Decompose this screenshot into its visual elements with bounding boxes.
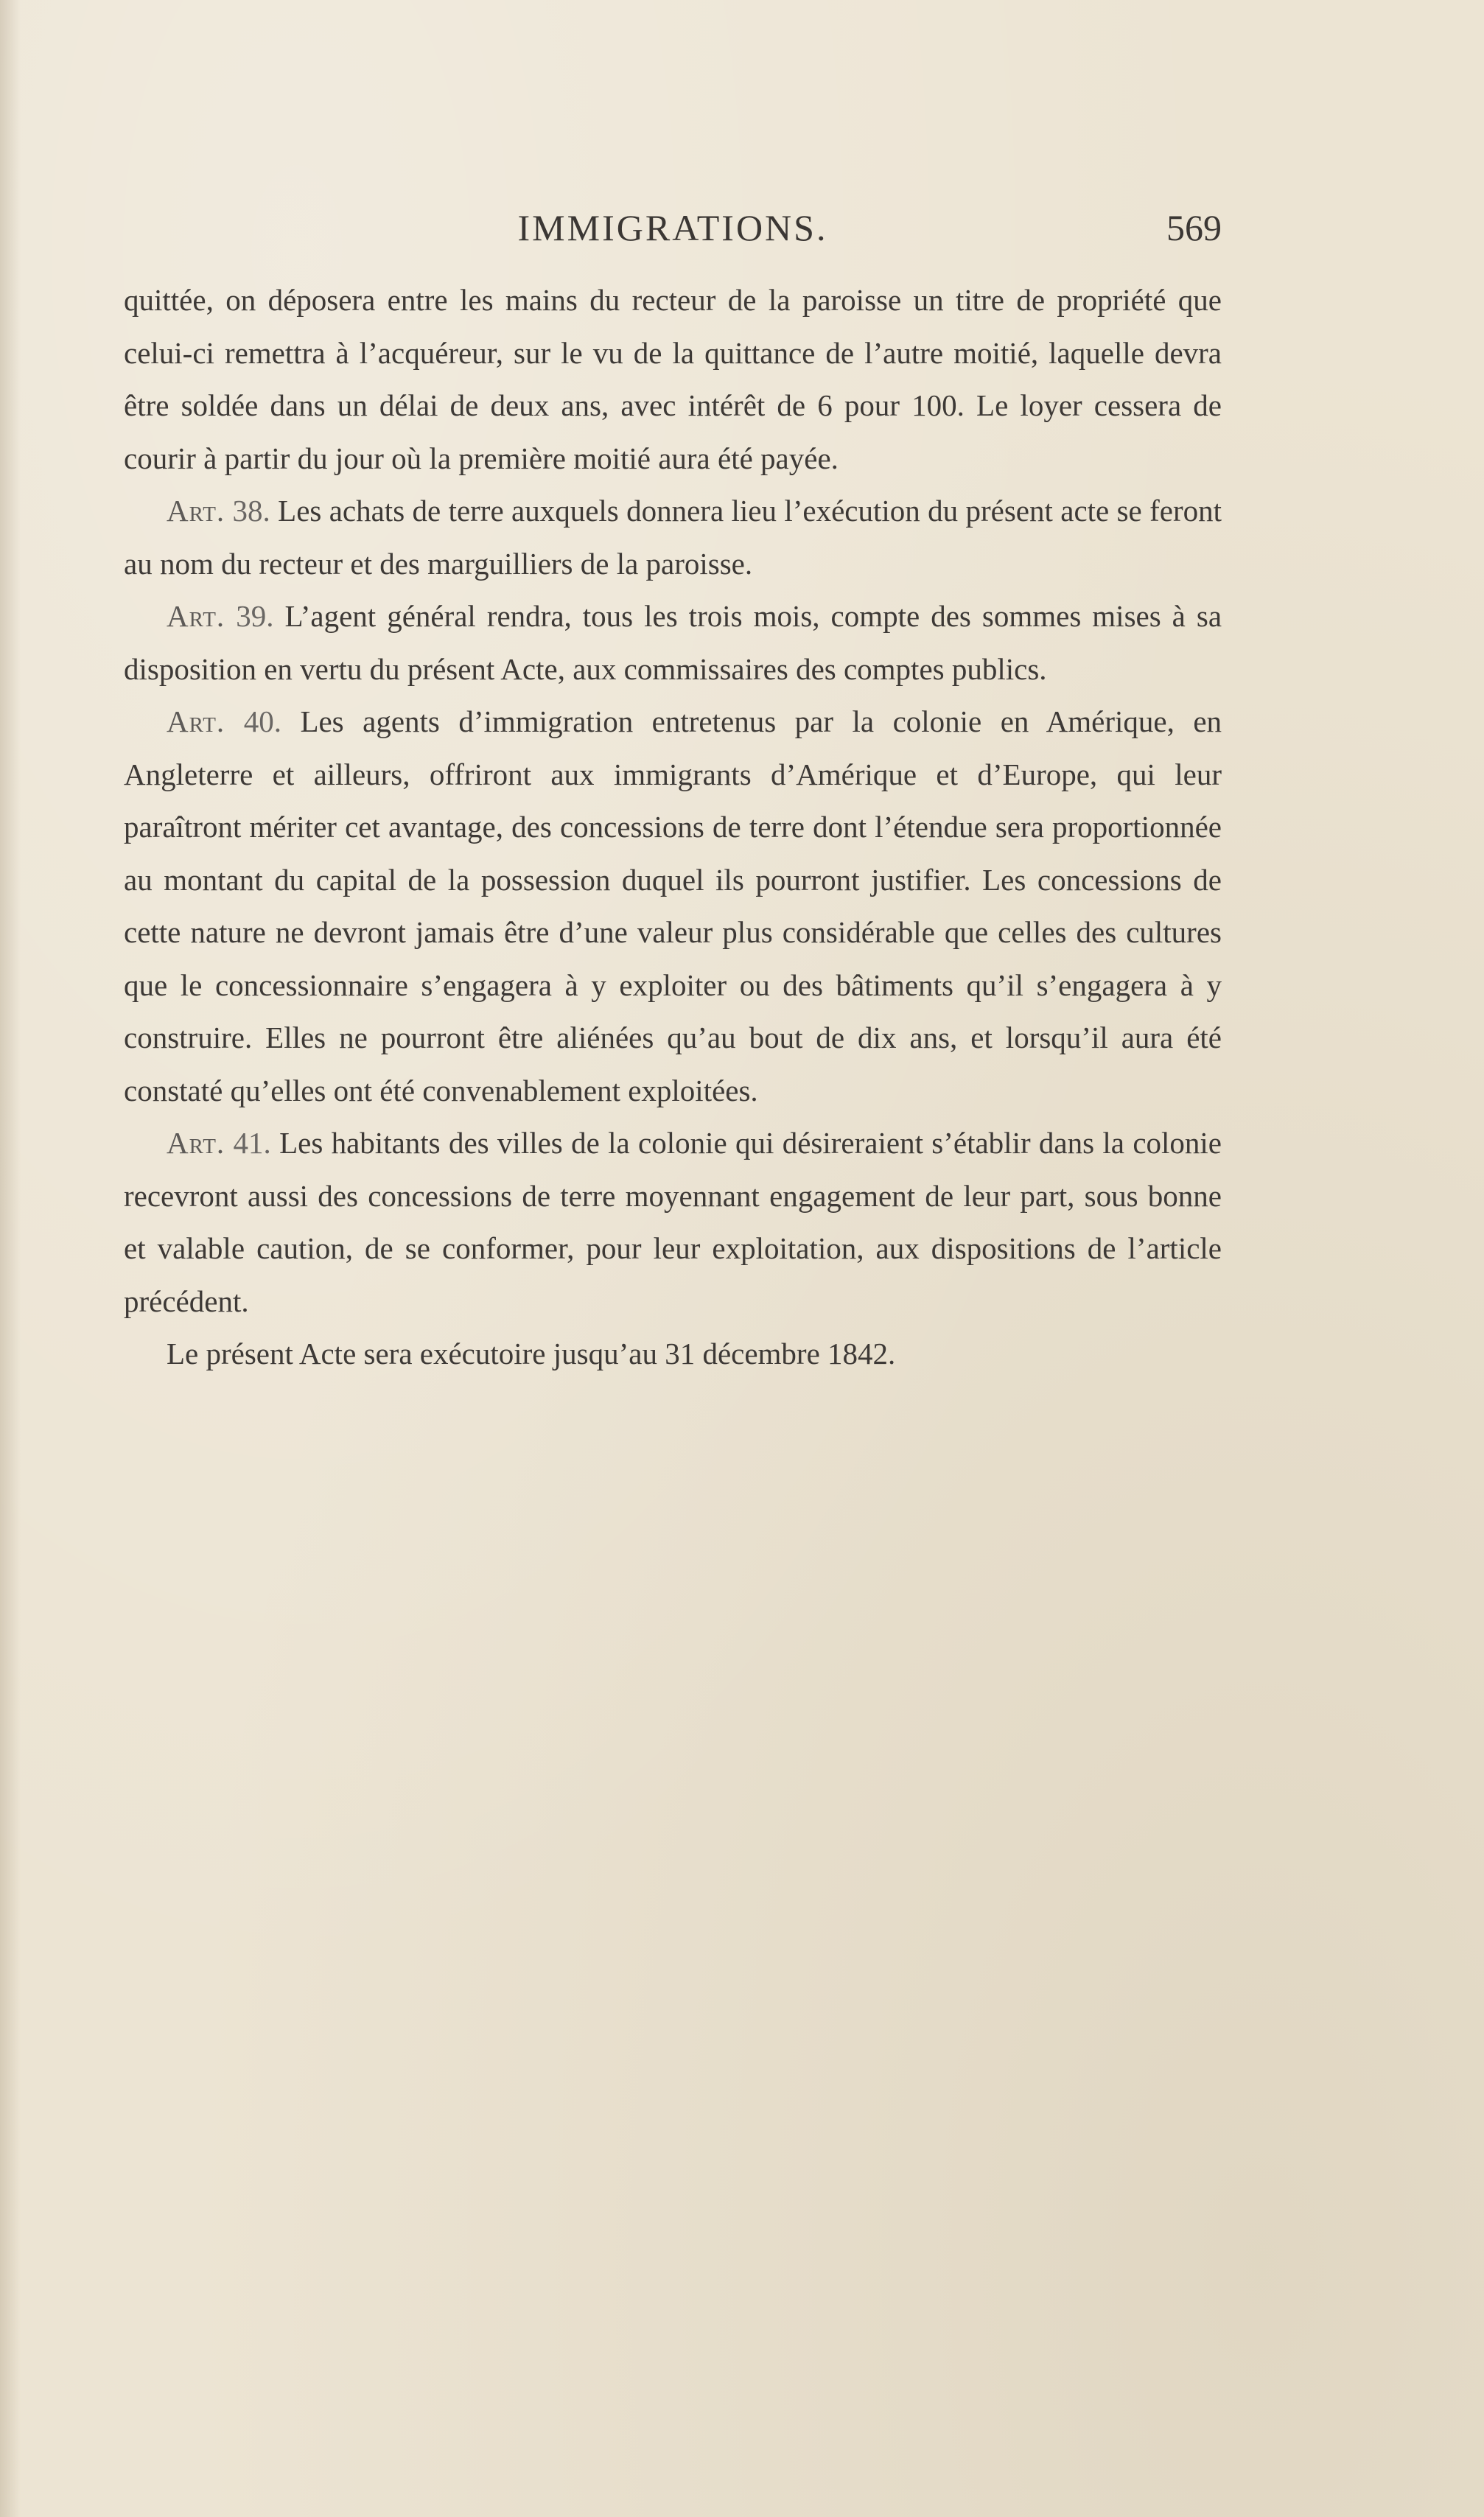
article-label: Art. <box>167 494 225 528</box>
article-text: L’agent général rendra, tous les trois mois, compte des sommes mises à sa disposition en vertu du présent Acte, aux commissaires des comptes publics. <box>124 599 1222 686</box>
article-number: 41. <box>233 1126 271 1160</box>
article-number: 38. <box>232 494 270 528</box>
article-38 <box>124 485 1222 590</box>
closing-paragraph <box>124 1328 1222 1381</box>
article-number: 40. <box>243 704 281 738</box>
gutter-shadow <box>0 0 21 2517</box>
running-title: IMMIGRATIONS. <box>517 207 828 248</box>
article-39 <box>124 590 1222 696</box>
article-40 <box>124 696 1222 1117</box>
article-label: Art. <box>167 599 225 633</box>
page-number: 569 <box>1166 207 1222 248</box>
article-41 <box>124 1117 1222 1328</box>
article-label: Art. <box>167 704 225 738</box>
article-label: Art. <box>167 1126 225 1160</box>
article-text: Les agents d’immigration entretenus par la colonie en Amérique, en Angleterre et ailleurs, offriront aux immigrants d’Amérique et d’Europe, qui leur paraîtront mériter cet avantage, des concessions de terre dont l’étendue sera proportionnée au montant du capital de la possession duquel ils pourront justifier. Les concessions de cette nature ne devront jamais être d’une valeur plus considérable que celles des cultures que le concessionnaire s’engagera à y exploiter ou des bâtiments qu’il s’engagera à y construire. Elles ne pourront être aliénées qu’au bout de dix ans, et lorsqu’il aura été constaté qu’elles ont été convenablement exploitées. <box>124 704 1222 1107</box>
paragraph-continuation <box>124 274 1222 485</box>
closing-text: Le présent Acte sera exécutoire jusqu’au 31 décembre 1842. <box>167 1337 896 1370</box>
body-text <box>124 274 1222 1381</box>
article-number: 39. <box>236 599 274 633</box>
article-text: Les achats de terre auxquels donnera lieu l’exécution du présent acte se feront au nom du recteur et des marguilliers de la paroisse. <box>124 494 1222 581</box>
paragraph-text: quittée, on déposera entre les mains du recteur de la paroisse un titre de propriété que celui-ci remettra à l’acquéreur, sur le vu de la quittance de l’autre moitié, laquelle devra être soldée dans un délai de deux ans, avec intérêt de 6 pour 100. Le loyer cessera de courir à partir du jour où la première moitié aura été payée. <box>124 283 1222 475</box>
page-header <box>124 206 1222 258</box>
article-text: Les habitants des villes de la colonie qui désireraient s’établir dans la colonie recevront aussi des concessions de terre moyennant engagement de leur part, sous bonne et valable caution, de se conformer, pour leur exploitation, aux dispositions de l’article précédent. <box>124 1126 1222 1318</box>
